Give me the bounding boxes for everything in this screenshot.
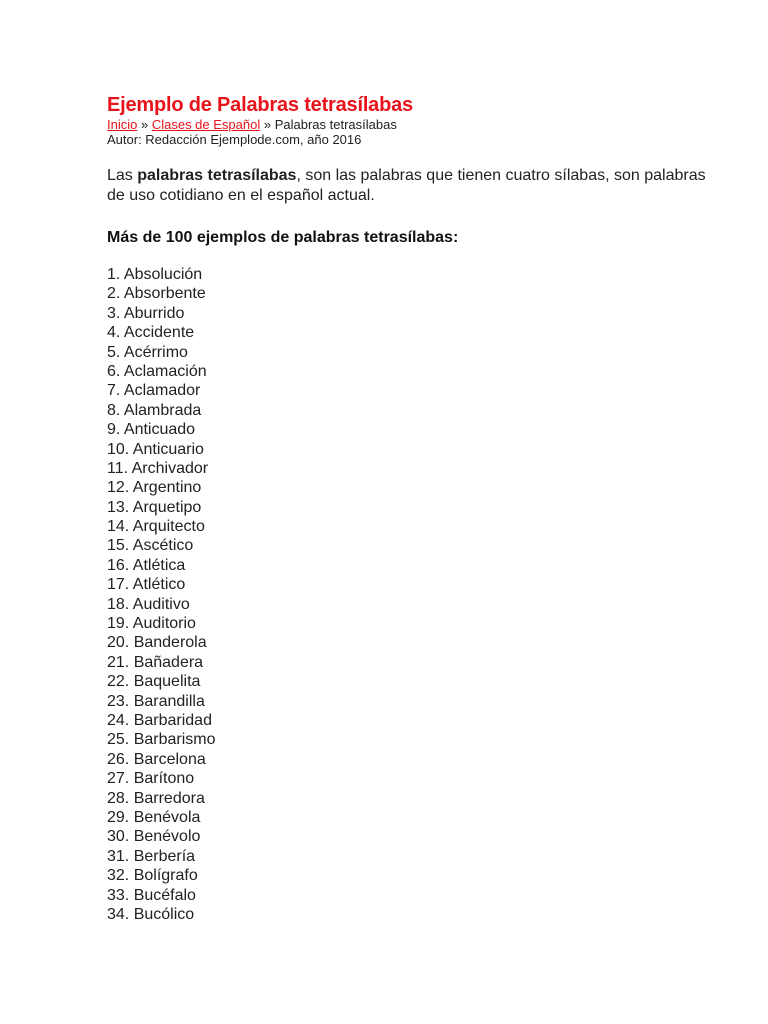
breadcrumb-separator: »	[260, 117, 275, 132]
list-item: 21. Bañadera	[107, 653, 204, 671]
list-item: 4. Accidente	[107, 324, 195, 342]
list-item: 23. Barandilla	[107, 692, 205, 710]
list-item: 1. Absolución	[107, 266, 203, 283]
list-item: 34. Bucólico	[107, 905, 195, 923]
list-item: 5. Acérrimo	[107, 343, 188, 361]
list-item: 27. Barítono	[107, 770, 195, 788]
intro-paragraph	[107, 166, 707, 206]
list-item: 19. Auditorio	[107, 615, 196, 633]
breadcrumb-current: Palabras tetrasílabas	[274, 117, 397, 132]
list-item: 15. Ascético	[107, 537, 194, 555]
list-item: 29. Benévola	[107, 808, 201, 826]
list-item: 10. Anticuario	[107, 440, 204, 458]
breadcrumb-home-link[interactable]: Inicio	[107, 117, 138, 132]
list-item: 9. Anticuado	[107, 421, 196, 439]
intro-text: Las	[107, 167, 138, 184]
list-item: 17. Atlético	[107, 576, 186, 594]
list-item: 6. Aclamación	[107, 362, 207, 380]
list-item: 12. Argentino	[107, 479, 202, 497]
list-item: 11. Archivador	[107, 459, 209, 477]
intro-bold-term: palabras tetrasílabas	[137, 167, 297, 184]
breadcrumb	[107, 117, 707, 132]
list-item: 24. Barbaridad	[107, 711, 212, 729]
list-item: 2. Absorbente	[107, 285, 206, 303]
breadcrumb-separator: »	[137, 117, 152, 132]
list-item: 14. Arquitecto	[107, 518, 205, 536]
list-item: 16. Atlética	[107, 556, 186, 574]
list-item: 22. Baquelita	[107, 673, 201, 691]
list-item: 7. Aclamador	[107, 382, 201, 400]
page-title: Ejemplo de Palabras tetrasílabas	[107, 94, 413, 116]
list-heading: Más de 100 ejemplos de palabras tetrasílabas:	[107, 229, 459, 246]
list-item: 8. Alambrada	[107, 401, 202, 419]
breadcrumb-category-link[interactable]: Clases de Español	[151, 117, 261, 132]
author-line: Autor: Redacción Ejemplode.com, año 2016	[107, 132, 362, 147]
list-item: 13. Arquetipo	[107, 498, 202, 516]
list-item: 18. Auditivo	[107, 595, 190, 613]
list-item: 32. Bolígrafo	[107, 867, 198, 885]
intro-text: , son las palabras que tienen cuatro sílabas, son palabras de uso cotidiano en el español actual.	[107, 167, 706, 204]
list-item: 25. Barbarismo	[107, 731, 216, 749]
list-item: 28. Barredora	[107, 789, 205, 807]
list-item: 26. Barcelona	[107, 750, 206, 768]
list-item: 20. Banderola	[107, 634, 207, 652]
word-list	[107, 265, 707, 924]
list-item: 3. Aburrido	[107, 304, 185, 322]
list-item: 31. Berbería	[107, 847, 196, 865]
list-item: 33. Bucéfalo	[107, 886, 196, 904]
list-item: 30. Benévolo	[107, 828, 201, 846]
article	[107, 93, 707, 924]
